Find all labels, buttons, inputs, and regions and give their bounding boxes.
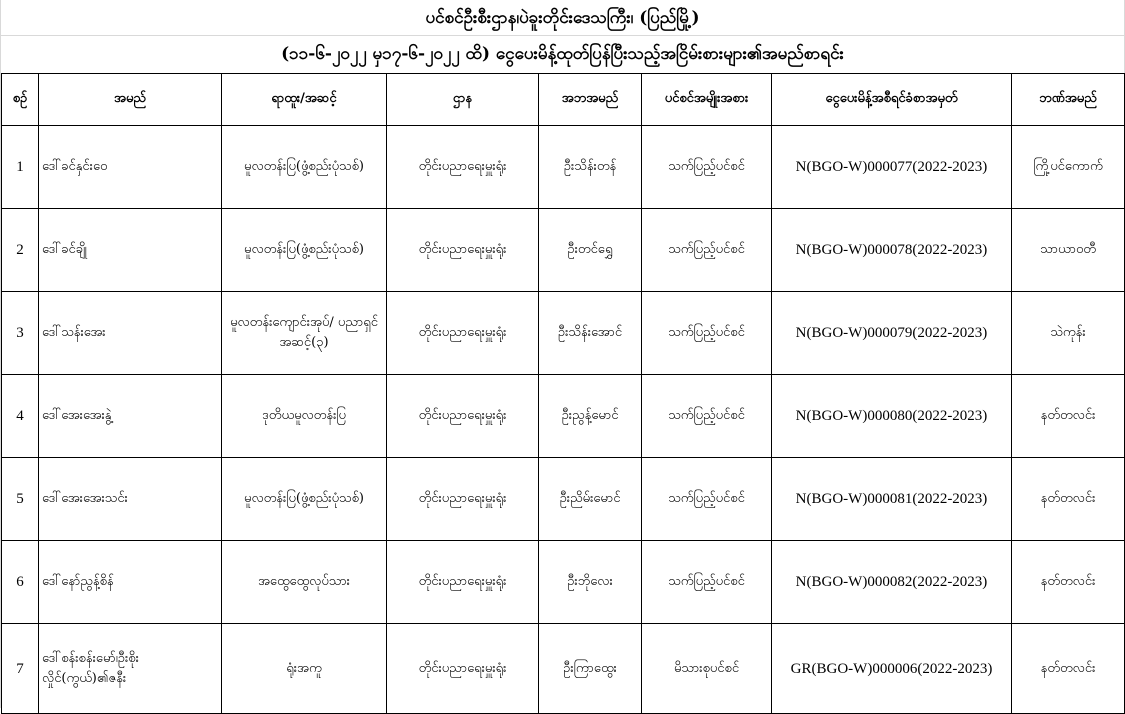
pension-table	[1, 73, 1125, 714]
cell-name[interactable]: ဒေါ်စန်းစန်းမော်၊ဦးစိုးလှိုင်(ကွယ်)၏ဇနီး	[39, 624, 222, 714]
table-row	[2, 375, 1125, 458]
header-rank[interactable]: ရာထူး/အဆင့်	[222, 74, 387, 126]
cell-office[interactable]: တိုင်းပညာရေးမှူးရုံး	[387, 292, 539, 375]
table-row	[2, 624, 1125, 714]
cell-certificate[interactable]: N(BGO-W)000078(2022-2023)	[772, 209, 1012, 292]
cell-rank[interactable]: မူလတန်းပြ(ဖွံ့စည်းပုံသစ်)	[222, 458, 387, 541]
cell-rank[interactable]: ရုံးအကူ	[222, 624, 387, 714]
cell-name[interactable]: ဒေါ်သန်းအေး	[39, 292, 222, 375]
cell-certificate[interactable]: N(BGO-W)000082(2022-2023)	[772, 541, 1012, 624]
cell-name[interactable]: ဒေါ်နော်ညွန့်စိန်	[39, 541, 222, 624]
table-row	[2, 458, 1125, 541]
cell-father[interactable]: ဦးတင်ရွှေ	[539, 209, 642, 292]
cell-region[interactable]: သာယာဝတီ	[1012, 209, 1125, 292]
cell-region[interactable]: သဲကုန်း	[1012, 292, 1125, 375]
cell-region[interactable]: နတ်တလင်း	[1012, 458, 1125, 541]
cell-pension-type[interactable]: သက်ပြည့်ပင်စင်	[642, 292, 772, 375]
cell-pension-type[interactable]: သက်ပြည့်ပင်စင်	[642, 541, 772, 624]
header-name[interactable]: အမည်	[39, 74, 222, 126]
header-certificate[interactable]: ငွေပေးမိန့်အစီရင်ခံစာအမှတ်	[772, 74, 1012, 126]
cell-office[interactable]: တိုင်းပညာရေးမှူးရုံး	[387, 458, 539, 541]
cell-certificate[interactable]: N(BGO-W)000081(2022-2023)	[772, 458, 1012, 541]
cell-pension-type[interactable]: သက်ပြည့်ပင်စင်	[642, 126, 772, 209]
cell-certificate[interactable]: GR(BGO-W)000006(2022-2023)	[772, 624, 1012, 714]
cell-name[interactable]: ဒေါ်ခင်နှင်းဝေ	[39, 126, 222, 209]
cell-rank[interactable]: ဒုတိယမူလတန်းပြ	[222, 375, 387, 458]
cell-no[interactable]: 6	[2, 541, 39, 624]
cell-office[interactable]: တိုင်းပညာရေးမှူးရုံး	[387, 375, 539, 458]
cell-pension-type[interactable]: မိသားစုပင်စင်	[642, 624, 772, 714]
cell-rank[interactable]: မူလတန်းပြ(ဖွံ့စည်းပုံသစ်)	[222, 209, 387, 292]
cell-pension-type[interactable]: သက်ပြည့်ပင်စင်	[642, 209, 772, 292]
cell-rank[interactable]: မူလတန်းပြ(ဖွံ့စည်းပုံသစ်)	[222, 126, 387, 209]
cell-name[interactable]: ဒေါ်အေးအေးနွဲ့	[39, 375, 222, 458]
cell-office[interactable]: တိုင်းပညာရေးမှူးရုံး	[387, 126, 539, 209]
table-row	[2, 209, 1125, 292]
cell-no[interactable]: 2	[2, 209, 39, 292]
header-father[interactable]: အဘအမည်	[539, 74, 642, 126]
table-row	[2, 541, 1125, 624]
table-row	[2, 292, 1125, 375]
cell-no[interactable]: 1	[2, 126, 39, 209]
cell-father[interactable]: ဦးကြာထွေး	[539, 624, 642, 714]
sheet-subtitle[interactable]: (၁၁-၆-၂၀၂၂ မှ၁၇-၆-၂၀၂၂ ထိ) ငွေပေးမိန့်ထုတ်ပြန်ပြီးသည့်အငြိမ်းစားများ၏အမည်စာရင်း	[281, 44, 844, 64]
cell-father[interactable]: ဦးသိန်းတန်	[539, 126, 642, 209]
cell-pension-type[interactable]: သက်ပြည့်ပင်စင်	[642, 375, 772, 458]
cell-father[interactable]: ဦးဘိုလေး	[539, 541, 642, 624]
cell-region[interactable]: နတ်တလင်း	[1012, 541, 1125, 624]
cell-no[interactable]: 7	[2, 624, 39, 714]
cell-no[interactable]: 3	[2, 292, 39, 375]
cell-father[interactable]: ဦးသိန်းအောင်	[539, 292, 642, 375]
cell-rank[interactable]: အထွေထွေလုပ်သား	[222, 541, 387, 624]
table-header-row	[2, 74, 1125, 126]
cell-rank[interactable]: မူလတန်းကျောင်းအုပ်/ ပညာရှင်အဆင့်(၃)	[222, 292, 387, 375]
header-office[interactable]: ဌာန	[387, 74, 539, 126]
cell-region[interactable]: နတ်တလင်း	[1012, 375, 1125, 458]
sheet-title[interactable]: ပင်စင်ဦးစီးဌာန၊ပဲခူးတိုင်းဒေသကြီး၊ (ပြည်မြို့)	[1, 0, 1124, 36]
cell-no[interactable]: 5	[2, 458, 39, 541]
header-pension-type[interactable]: ပင်စင်အမျိုးအစား	[642, 74, 772, 126]
cell-office[interactable]: တိုင်းပညာရေးမှူးရုံး	[387, 541, 539, 624]
table-row	[2, 126, 1125, 209]
cell-father[interactable]: ဦးညွန့်မောင်	[539, 375, 642, 458]
header-region[interactable]: ဘဏ်အမည်	[1012, 74, 1125, 126]
cell-region[interactable]: နတ်တလင်း	[1012, 624, 1125, 714]
cell-certificate[interactable]: N(BGO-W)000080(2022-2023)	[772, 375, 1012, 458]
cell-region[interactable]: ကြို့ပင်ကောက်	[1012, 126, 1125, 209]
cell-name[interactable]: ဒေါ်ခင်ချို	[39, 209, 222, 292]
cell-office[interactable]: တိုင်းပညာရေးမှူးရုံး	[387, 624, 539, 714]
header-no[interactable]: စဉ်	[2, 74, 39, 126]
cell-pension-type[interactable]: သက်ပြည့်ပင်စင်	[642, 458, 772, 541]
cell-office[interactable]: တိုင်းပညာရေးမှူးရုံး	[387, 209, 539, 292]
cell-father[interactable]: ဦးညိမ်းမောင်	[539, 458, 642, 541]
cell-certificate[interactable]: N(BGO-W)000077(2022-2023)	[772, 126, 1012, 209]
cell-no[interactable]: 4	[2, 375, 39, 458]
cell-name[interactable]: ဒေါ်အေးအေးသင်း	[39, 458, 222, 541]
cell-certificate[interactable]: N(BGO-W)000079(2022-2023)	[772, 292, 1012, 375]
